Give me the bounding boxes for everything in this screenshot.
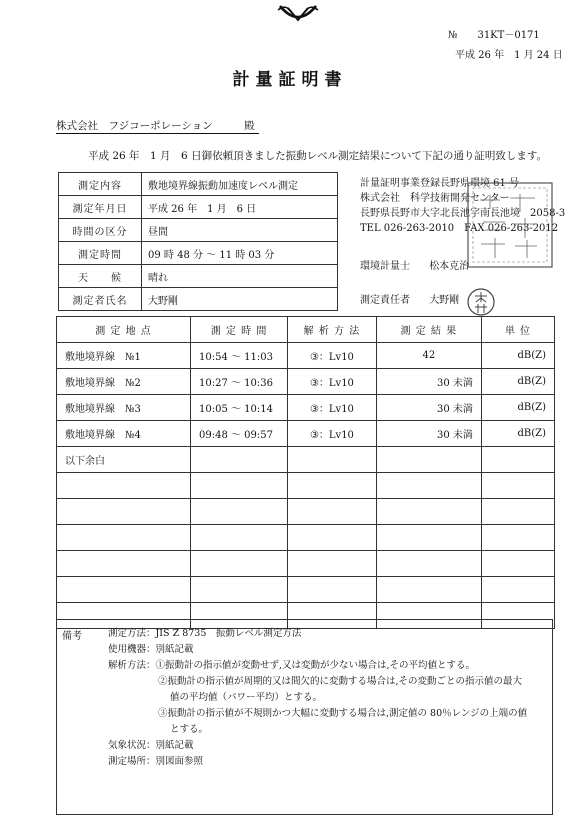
cell-result: 30 未満 xyxy=(376,395,481,421)
cell-point: 敷地境界線 №4 xyxy=(57,421,191,447)
table-row xyxy=(57,395,555,421)
company-stamp xyxy=(465,180,555,270)
table-row xyxy=(57,551,555,577)
company-logo xyxy=(276,2,320,26)
info-row xyxy=(59,265,338,288)
info-value: 平成 26 年 1 月 6 日 xyxy=(142,196,338,219)
table-row xyxy=(57,473,555,499)
cell-point xyxy=(57,551,191,577)
cell-result xyxy=(376,499,481,525)
column-header: 測 定 地 点 xyxy=(57,317,191,343)
issuer-line: TEL 026-263-2010 FAX 026-263-2012 xyxy=(360,223,559,234)
cell-method: ③：Lv10 xyxy=(288,369,377,395)
info-value: 敷地境界線振動加速度レベル測定 xyxy=(142,173,338,196)
cell-result xyxy=(376,447,481,473)
env-label: 環境計量士 xyxy=(360,261,410,272)
cell-time xyxy=(190,447,287,473)
cell-point: 敷地境界線 №1 xyxy=(57,343,191,369)
cell-unit xyxy=(481,551,554,577)
info-row xyxy=(59,219,338,242)
page-title: 計量証明書 xyxy=(232,70,348,90)
cell-result xyxy=(376,551,481,577)
issuer-line: 長野県長野市大字北長池字南長池境 2058-3 xyxy=(360,208,566,219)
cell-result: 42 xyxy=(376,343,481,369)
table-row xyxy=(57,369,555,395)
info-label: 測定時間 xyxy=(59,242,142,265)
remarks-equipment: 使用機器：別紙記載 xyxy=(108,644,194,655)
cell-unit xyxy=(481,525,554,551)
cell-unit xyxy=(481,473,554,499)
cell-point xyxy=(57,577,191,603)
remarks-location: 測定場所：別図面参照 xyxy=(108,756,204,767)
cell-method xyxy=(288,473,377,499)
cell-time xyxy=(190,499,287,525)
table-row xyxy=(57,421,555,447)
cell-method xyxy=(288,577,377,603)
remarks-analysis-2-cont: 値の平均値（パワー平均）とする。 xyxy=(170,692,323,703)
remarks-weather: 気象状況：別紙記載 xyxy=(108,740,194,751)
issuer-line: 計量証明事業登録長野県環境 61 号 xyxy=(360,178,520,189)
cell-method xyxy=(288,499,377,525)
cell-unit: dB(Z) xyxy=(481,395,554,421)
cell-result: 30 未満 xyxy=(376,369,481,395)
cell-unit: dB(Z) xyxy=(481,369,554,395)
cell-method: ③：Lv10 xyxy=(288,343,377,369)
remarks-title: 備考 xyxy=(62,631,82,642)
info-table xyxy=(58,172,338,311)
info-row xyxy=(59,173,338,196)
measurement-table xyxy=(56,316,555,629)
env-name: 松本克治 xyxy=(429,261,470,272)
info-value: 09 時 48 分 ～ 11 時 03 分 xyxy=(142,242,338,265)
document-number: № 31KT－0171 xyxy=(448,30,540,41)
cell-point: 敷地境界線 №2 xyxy=(57,369,191,395)
cell-method: ③：Lv10 xyxy=(288,395,377,421)
cell-unit: dB(Z) xyxy=(481,343,554,369)
cell-point xyxy=(57,499,191,525)
issue-date: 平成 26 年 1 月 24 日 xyxy=(455,50,563,61)
cell-time xyxy=(190,551,287,577)
cell-unit: dB(Z) xyxy=(481,421,554,447)
info-value: 昼間 xyxy=(142,219,338,242)
cell-method xyxy=(288,447,377,473)
cell-time xyxy=(190,577,287,603)
cell-result xyxy=(376,577,481,603)
cell-result xyxy=(376,525,481,551)
column-header: 解 析 方 法 xyxy=(288,317,377,343)
table-row xyxy=(57,343,555,369)
cell-time xyxy=(190,473,287,499)
info-label: 測定内容 xyxy=(59,173,142,196)
cell-time: 10:27 ～ 10:36 xyxy=(190,369,287,395)
info-row xyxy=(59,288,338,311)
recipient: 株式会社 フジコーポレーション 殿 xyxy=(56,118,259,134)
cell-point: 以下余白 xyxy=(57,447,191,473)
info-row xyxy=(59,196,338,219)
info-label: 時間の区分 xyxy=(59,219,142,242)
table-row xyxy=(57,577,555,603)
cell-result xyxy=(376,473,481,499)
intro-text: 平成 26 年 1 月 6 日御依頼頂きました振動レベル測定結果について下記の通り証明致します。 xyxy=(88,150,548,162)
cell-method: ③：Lv10 xyxy=(288,421,377,447)
environment-measurer xyxy=(360,257,469,272)
info-label: 天 候 xyxy=(59,265,142,288)
table-row xyxy=(57,499,555,525)
table-row xyxy=(57,447,555,473)
table-row xyxy=(57,525,555,551)
measurement-manager xyxy=(360,291,459,306)
cell-point xyxy=(57,473,191,499)
mgr-label: 測定責任者 xyxy=(360,295,410,306)
remarks-analysis-2: ②振動計の指示値が周期的又は間欠的に変動する場合は,その変動ごとの指示値の最大 xyxy=(158,676,523,687)
cell-point: 敷地境界線 №3 xyxy=(57,395,191,421)
cell-time: 10:54 ～ 11:03 xyxy=(190,343,287,369)
remarks-method-standard: 測定方法：JIS Z 8735 振動レベル測定方法 xyxy=(108,628,302,639)
column-header: 測 定 時 間 xyxy=(190,317,287,343)
info-label: 測定年月日 xyxy=(59,196,142,219)
cell-method xyxy=(288,551,377,577)
cell-method xyxy=(288,525,377,551)
mgr-name: 大野剛 xyxy=(429,295,460,306)
cell-point xyxy=(57,525,191,551)
personal-seal xyxy=(466,287,496,317)
table-header-row xyxy=(57,317,555,343)
info-row xyxy=(59,242,338,265)
column-header: 単 位 xyxy=(481,317,554,343)
remarks-analysis-1: 解析方法：①振動計の指示値が変動せず,又は変動が少ない場合は,その平均値とする。 xyxy=(108,660,476,671)
cell-time xyxy=(190,525,287,551)
cell-time: 10:05 ～ 10:14 xyxy=(190,395,287,421)
cell-unit xyxy=(481,577,554,603)
column-header: 測 定 結 果 xyxy=(376,317,481,343)
cell-time: 09:48 ～ 09:57 xyxy=(190,421,287,447)
info-value: 晴れ xyxy=(142,265,338,288)
info-value: 大野剛 xyxy=(142,288,338,311)
remarks-analysis-3: ③振動計の指示値が不規則かつ大幅に変動する場合は,測定値の 80％レンジの上端の値 xyxy=(158,708,528,719)
remarks-analysis-3-cont: とする。 xyxy=(170,724,209,735)
cell-unit xyxy=(481,447,554,473)
cell-unit xyxy=(481,499,554,525)
info-label: 測定者氏名 xyxy=(59,288,142,311)
cell-result: 30 未満 xyxy=(376,421,481,447)
issuer-line: 株式会社 科学技術開発センター xyxy=(360,193,510,204)
